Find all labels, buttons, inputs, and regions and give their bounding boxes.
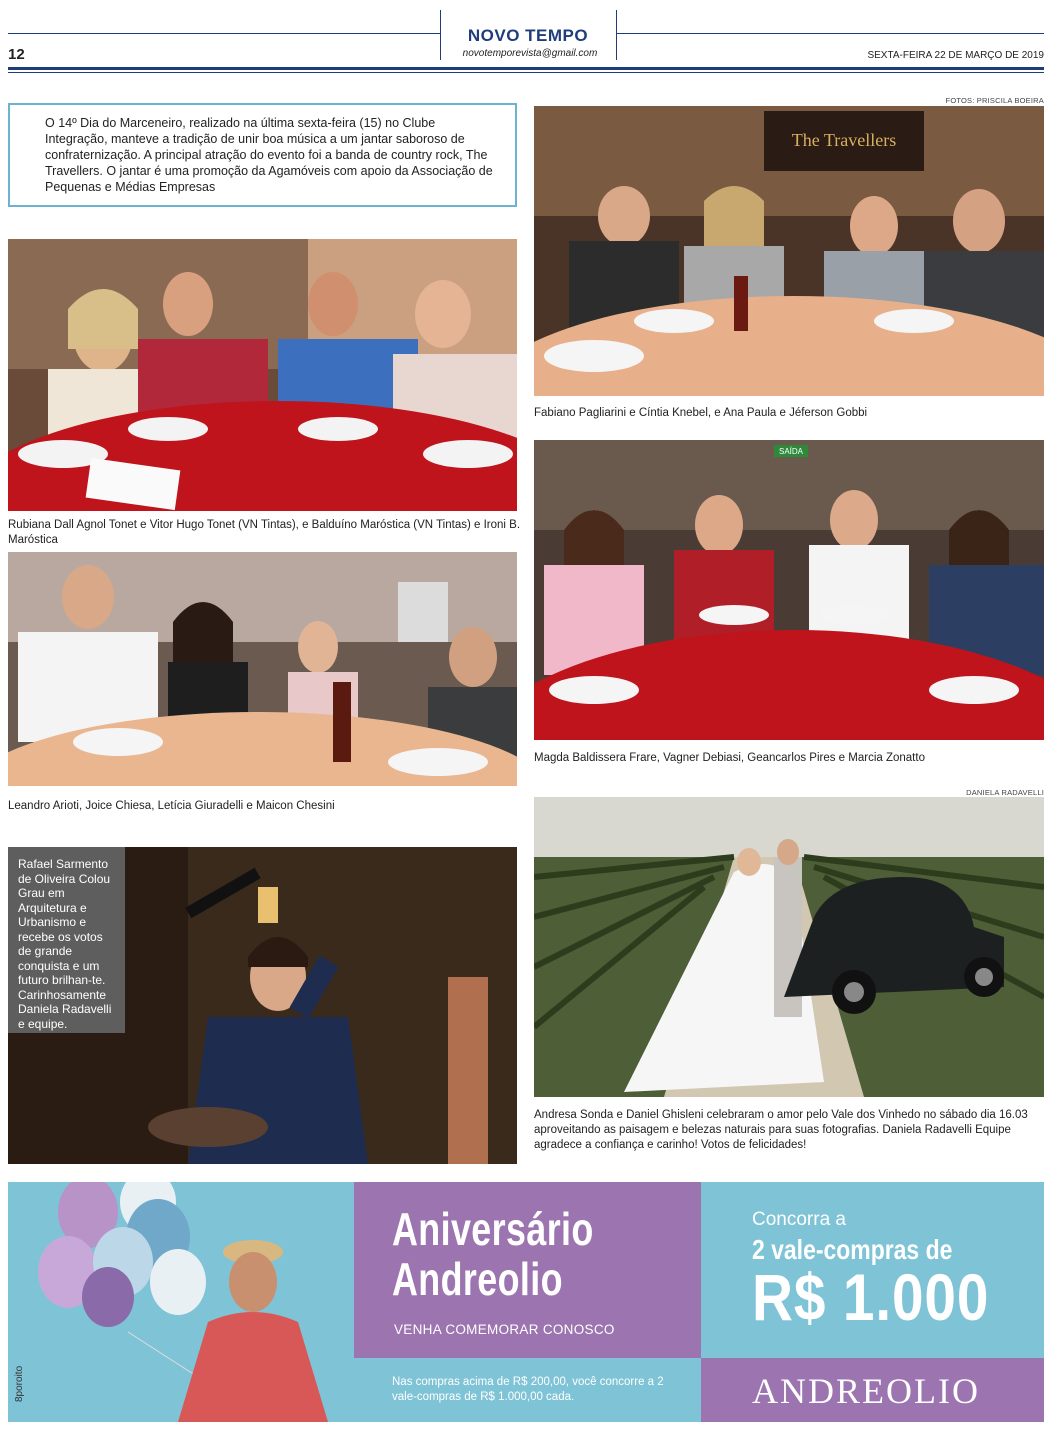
photo-table-guarnieri <box>8 239 517 511</box>
photo-credit-fotos: FOTOS: PRISCILA BOEIRA <box>945 96 1044 105</box>
photo-credit-daniela: DANIELA RADAVELLI <box>966 788 1044 797</box>
header-rule-right <box>616 33 1044 34</box>
photo-wedding <box>534 797 1044 1097</box>
ad-logo: ANDREOLIO <box>752 1371 980 1411</box>
header-rule-left <box>8 33 440 34</box>
photo-magda-table <box>534 440 1044 740</box>
ad-title <box>392 1204 594 1304</box>
svg-text:The Travellers: The Travellers <box>791 130 897 150</box>
brand-title: NOVO TEMPO <box>467 26 589 45</box>
photo-leandro-table <box>8 552 517 786</box>
ad-title-line1: Aniversário <box>392 1203 594 1255</box>
caption-photo-1: Rubiana Dall Agnol Tonet e Vitor Hugo Tonet (VN Tintas), e Balduíno Maróstica (VN Tintas) e Ironi B. Maróstica <box>8 519 521 546</box>
ad-agency: 8poroito <box>14 1365 25 1402</box>
photo-leandro-table-image <box>8 552 517 786</box>
header-rule <box>8 67 1044 70</box>
page-number: 12 <box>8 46 25 63</box>
ad-vale: 2 vale-compras de <box>752 1234 953 1265</box>
intro-box <box>8 103 517 207</box>
page-date: SEXTA-FEIRA 22 DE MARÇO DE 2019 <box>867 50 1044 61</box>
intro-text: O 14º Dia do Marceneiro, realizado na última sexta-feira (15) no Clube Integração, manteve a tradição de unir boa música a um jantar saboroso de confraternização. A principal atração do evento foi a banda de country rock, The Travellers. O jantar é uma promoção da Agamóveis com apoio da Associação de Pequenas e Médias Empresas <box>45 116 493 194</box>
ad-subtitle: VENHA COMEMORAR CONOSCO <box>394 1322 615 1337</box>
ad-amount: R$ 1.000 <box>752 1260 990 1334</box>
photo-magda-table-image <box>534 440 1044 740</box>
photo-wedding-image <box>534 797 1044 1097</box>
ad-note: Nas compras acima de R$ 200,00, você concorre a 2 vale-compras de R$ 1.000,00 cada. <box>392 1376 664 1403</box>
graduation-caption: Rafael Sarmento de Oliveira Colou Grau em Arquitetura e Urbanismo e recebe os votos de grande conquista e um futuro brilhan-te. Carinhosamente Daniela Radavelli e equipe. <box>8 847 125 1033</box>
sign-saida: SAÍDA <box>778 447 804 456</box>
ad-photo-balloons <box>8 1182 354 1422</box>
ad-title-line2: Andreolio <box>392 1253 563 1305</box>
photo-travellers-table-image <box>534 106 1044 396</box>
caption-photo-3: Leandro Arioti, Joice Chiesa, Letícia Giuradelli e Maicon Chesini <box>8 800 335 812</box>
ad-balloons-image <box>8 1182 354 1422</box>
ad-concorra: Concorra a <box>752 1209 846 1230</box>
brand-email: novotemporevista@gmail.com <box>462 48 598 59</box>
caption-photo-2: Fabiano Pagliarini e Cíntia Knebel, e Ana Paula e Jéferson Gobbi <box>534 407 868 419</box>
header-rule-thin <box>8 72 1044 73</box>
caption-photo-4: Magda Baldissera Frare, Vagner Debiasi, Geancarlos Pires e Marcia Zonatto <box>534 752 925 764</box>
photo-table-guarnieri-image <box>8 239 517 511</box>
caption-photo-6: Andresa Sonda e Daniel Ghisleni celebraram o amor pelo Vale dos Vinhedo no sábado dia 16.03 aproveitando as paisagem e belezas naturais para suas fotografias. Daniela Radavelli Equipe agradece a confiança e carinho! Votos de felicidades! <box>534 1109 1028 1151</box>
photo-travellers-table <box>534 106 1044 396</box>
